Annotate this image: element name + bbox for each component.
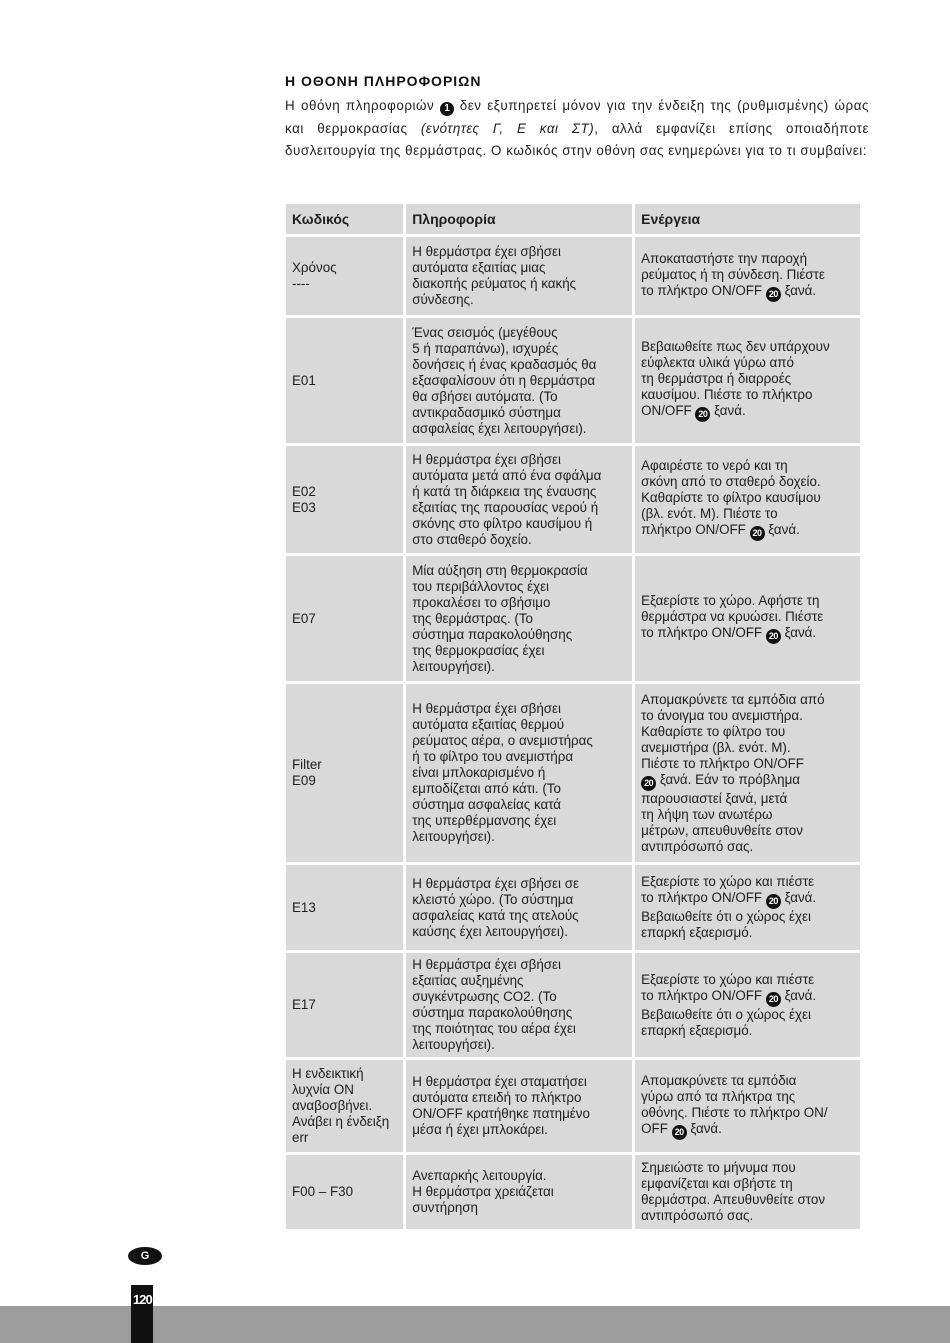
- action-text: Εξαερίστε το χώρο και πιέστε το πλήκτρο ON/OFF: [641, 971, 815, 1003]
- cell-code: E13: [286, 865, 403, 950]
- language-tab: G: [128, 1247, 162, 1265]
- on-off-button-ref-icon: 20: [695, 407, 710, 422]
- cell-info: Η θερμάστρα έχει σβήσει αυτόματα εξαιτίας μιας διακοπής ρεύματος ή κακής σύνδεσης.: [406, 237, 632, 315]
- section-heading: Η ΟΘΟΝΗ ΠΛΗΡΟΦΟΡΙΩΝ: [285, 73, 482, 89]
- action-text-end: ξανά.: [686, 1120, 722, 1136]
- action-text-end: ξανά.: [764, 522, 800, 537]
- table-row: [286, 684, 860, 862]
- action-text-end: ξανά. Βεβαιωθείτε ότι ο χώρος έχει επαρκή εξαερισμό.: [641, 890, 817, 940]
- table-row: [286, 446, 860, 553]
- cell-code: E02 E03: [286, 446, 403, 553]
- cell-info: Η θερμάστρα έχει σβήσει αυτόματα εξαιτίας θερμού ρεύματος αέρα, ο ανεμιστήρας ή το φίλτρο του ανεμιστήρα είναι μπλοκαρισμένο ή εμποδίζεται από κάτι. (Το σύστημα ασφαλείας κατά της υπερθέρμανσης έχει λειτουργήσει).: [406, 684, 632, 862]
- action-text: Απομακρύνετε τα εμπόδια γύρω από τα πλήκτρα της οθόνης. Πιέστε το πλήκτρο ON/ OFF: [641, 1072, 828, 1136]
- error-code-table: [283, 201, 863, 1232]
- cell-info: Η θερμάστρα έχει σβήσει εξαιτίας αυξημένης συγκέντρωσης CO2. (Το σύστημα παρακολούθησης της ποιότητας του αέρα έχει λειτουργήσει).: [406, 953, 632, 1057]
- page-number: 120: [133, 1292, 152, 1307]
- table-row: [286, 1060, 860, 1152]
- cell-action: [635, 318, 860, 443]
- cell-info: Η θερμάστρα έχει σβήσει σε κλειστό χώρο. (Το σύστημα ασφαλείας κατά της ατελούς καύσης έχει λειτουργήσει).: [406, 865, 632, 950]
- cell-action: [635, 1060, 860, 1152]
- action-text: Αφαιρέστε το νερό και τη σκόνη από το σταθερό δοχείο. Καθαρίστε το φίλτρο καυσίμου (βλ. ενότ. Μ). Πιέστε το πλήκτρο ON/OFF: [641, 458, 821, 537]
- cell-code: F00 – F30: [286, 1155, 403, 1229]
- cell-info: Ανεπαρκής λειτουργία. Η θερμάστρα χρειάζεται συντήρηση: [406, 1155, 632, 1229]
- table-row: [286, 865, 860, 950]
- cell-action: [635, 865, 860, 950]
- table-row: [286, 953, 860, 1057]
- cell-action: [635, 684, 860, 862]
- action-text: Απομακρύνετε τα εμπόδια από το άνοιγμα του ανεμιστήρα. Καθαρίστε το φίλτρο του ανεμιστήρα (βλ. ενότ. Μ). Πιέστε το πλήκτρο ON/OFF: [641, 691, 825, 771]
- on-off-button-ref-icon: 20: [766, 992, 781, 1007]
- marker-1-icon: 1: [440, 102, 454, 116]
- on-off-button-ref-icon: 20: [641, 776, 656, 791]
- page-number-tab: [131, 1285, 153, 1343]
- action-text-end: ξανά. Εάν το πρόβλημα παρουσιαστεί ξανά, μετά τη λήψη των ανωτέρω μέτρων, απευθυνθείτε στον αντιπρόσωπό σας.: [641, 771, 803, 854]
- cell-code: Filter E09: [286, 684, 403, 862]
- cell-code: E01: [286, 318, 403, 443]
- cell-code: Χρόνος ----: [286, 237, 403, 315]
- on-off-button-ref-icon: 20: [672, 1125, 687, 1140]
- cell-action: [635, 1155, 860, 1229]
- cell-action: [635, 446, 860, 553]
- action-text-end: ξανά.: [780, 282, 817, 298]
- cell-code: E07: [286, 556, 403, 681]
- intro-sections-ref: (ενότητες Γ, Ε και ΣΤ): [420, 120, 595, 136]
- on-off-button-ref-icon: 20: [766, 629, 781, 644]
- action-text: Αποκαταστήστε την παροχή ρεύματος ή τη σύνδεση. Πιέστε το πλήκτρο ON/OFF: [641, 250, 825, 298]
- header-code: Κωδικός: [286, 204, 403, 234]
- action-text-end: ξανά. Βεβαιωθείτε ότι ο χώρος έχει επαρκή εξαερισμό.: [641, 987, 817, 1038]
- intro-text-2: δεν εξυπηρετεί μόνον για την ένδειξη της (ρυθμισμένης) ώρας και θερμοκρασίας: [285, 98, 869, 136]
- cell-action: [635, 556, 860, 681]
- action-text: Βεβαιωθείτε πως δεν υπάρχουν εύφλεκτα υλικά γύρω από τη θερμάστρα ή διαρροές καυσίμου. Πιέστε το πλήκτρο ON/OFF: [641, 339, 830, 418]
- action-text-end: ξανά.: [710, 403, 746, 418]
- table-row: [286, 1155, 860, 1229]
- table-row: [286, 318, 860, 443]
- cell-code: Η ενδεικτική λυχνία ON αναβοσβήνει. Ανάβει η ένδειξη err: [286, 1060, 403, 1152]
- intro-paragraph: [285, 95, 869, 163]
- cell-info: Ένας σεισμός (μεγέθους 5 ή παραπάνω), ισχυρές δονήσεις ή ένας κραδασμός θα εξασφαλίσουν ότι η θερμάστρα θα σβήσει αυτόματα. (Το αντικραδασμικό σύστημα ασφαλείας έχει λειτουργήσει).: [406, 318, 632, 443]
- cell-code: E17: [286, 953, 403, 1057]
- cell-action: [635, 237, 860, 315]
- on-off-button-ref-icon: 20: [750, 526, 765, 541]
- header-info: Πληροφορία: [406, 204, 632, 234]
- action-text-end: ξανά.: [780, 625, 817, 640]
- intro-text-1: Η οθόνη πληροφοριών: [285, 98, 435, 113]
- table-header-row: [286, 204, 860, 234]
- action-text: Σημειώστε το μήνυμα που εμφανίζεται και σβήστε τη θερμάστρα. Απευθυνθείτε στον αντιπρόσωπό σας.: [641, 1160, 826, 1223]
- intro-text-3: , αλλά εμφανίζει επίσης οποιαδήποτε δυσλειτουργία της θερμάστρας. Ο κωδικός στην οθόνη σας ενημερώνει για το τι συμβαίνει:: [285, 120, 869, 158]
- cell-action: [635, 953, 860, 1057]
- action-text: Εξαερίστε το χώρο. Αφήστε τη θερμάστρα να κρυώσει. Πιέστε το πλήκτρο ON/OFF: [641, 593, 824, 640]
- cell-info: Μία αύξηση στη θερμοκρασία του περιβάλλοντος έχει προκαλέσει το σβήσιμο της θερμάστρας. (Το σύστημα παρακολούθησης της θερμοκρασίας έχει λειτουργήσει).: [406, 556, 632, 681]
- on-off-button-ref-icon: 20: [766, 894, 781, 909]
- header-action: Ενέργεια: [635, 204, 860, 234]
- cell-info: Η θερμάστρα έχει σταματήσει αυτόματα επειδή το πλήκτρο ON/OFF κρατήθηκε πατημένο μέσα ή έχει μπλοκάρει.: [406, 1060, 632, 1152]
- action-text: Εξαερίστε το χώρο και πιέστε το πλήκτρο ON/OFF: [641, 874, 815, 905]
- table-row: [286, 556, 860, 681]
- cell-info: Η θερμάστρα έχει σβήσει αυτόματα μετά από ένα σφάλμα ή κατά τη διάρκεια της έναυσης εξαιτίας της παρουσίας νερού ή σκόνης στο φίλτρο καυσίμου ή στο σταθερό δοχείο.: [406, 446, 632, 553]
- on-off-button-ref-icon: 20: [766, 287, 781, 302]
- table-row: [286, 237, 860, 315]
